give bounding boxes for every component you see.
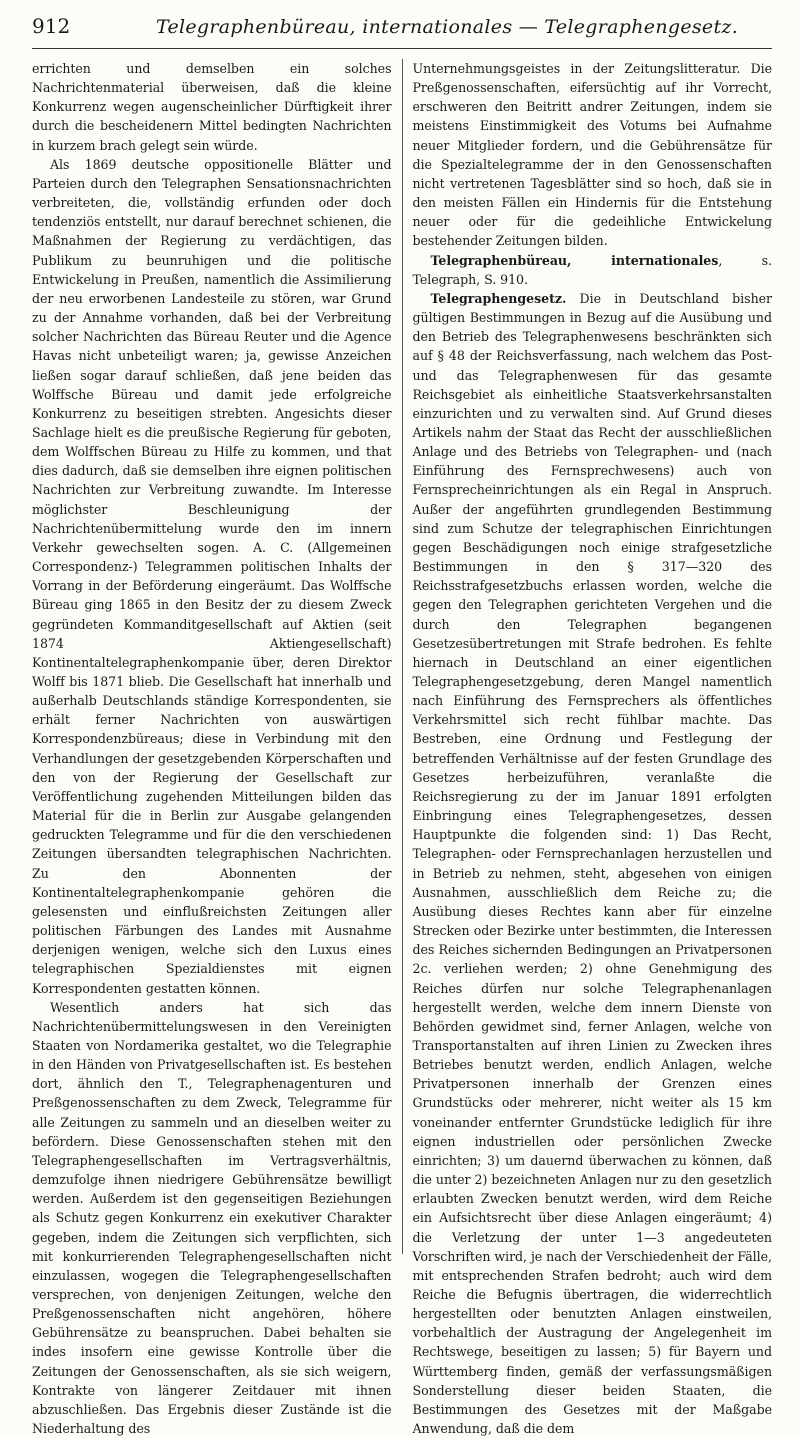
right-column	[412, 59, 773, 1437]
entry-text: , s. Telegraph, S. 910.	[412, 252, 772, 287]
paragraph: Wesentlich anders hat sich das Nachrichtenübermittelungswesen in den Vereinigten Staaten von Nordamerika gestaltet, wo die Telegraphie in den Händen von Privatgesellschaften ist. Es bestehen dort, ähnlich den T., Telegraphenagenturen und Preßgenossenschaften zu dem Zweck, Telegramme für alle Zeitungen zu sammeln und an dieselben weiter zu befördern. Diese Genossenschaften stehen mit den Telegraphengesellschaften im Vertragsverhältnis, demzufolge ihnen niedrigere Gebührensätze bewilligt werden. Außerdem ist den gegenseitigen Beziehungen als Schutz gegen Konkurrenz ein exekutiver Charakter gegeben, indem die Zeitungen sich verpflichten, sich mit konkurrierenden Telegraphengesellschaften nicht einzulassen, wogegen die Telegraphengesellschaften versprechen, von denjenigen Zeitungen, welche den Preßgenossenschaften nicht angehören, höhere Gebührensätze zu beanspruchen. Dabei behalten sie indes insofern eine gewisse Kontrolle über die Zeitungen der Genossenschaften, als sie sich weigern, Kontrakte von längerer Zeitdauer mit ihnen abzuschließen. Das Ergebnis dieser Zustände ist die Niederhaltung des	[32, 999, 392, 1437]
running-title: Telegraphenbüreau, internationales — Telegraphengesetz.	[155, 16, 739, 38]
paragraph: errichten und demselben ein solches Nachrichtenmaterial überweisen, daß die kleine Konkurrenz wegen augenscheinlicher Dürftigkeit ihrer durch die bescheidenern Mittel bedingten Nachrichten in kurzem brach gelegt sein würde.	[32, 61, 392, 153]
encyclopedia-entry	[413, 289, 773, 1438]
paragraph: Unternehmungsgeistes in der Zeitungslitteratur. Die Preßgenossenschaften, eifersüchtig auf ihr Vorrecht, erschweren den Beitritt andrer Zeitungen, indem sie meistens Einstimmigkeit des Votums bei Aufnahme neuer Mitglieder fordern, und die Gebührensätze für die Spezialtelegramme der in den Genossenschaften nicht vertretenen Tagesblätter sind so hoch, daß sie in den meisten Fällen ein Hindernis für die Entstehung neuer oder für die gedeihliche Entwickelung bestehender Zeitungen bilden.	[412, 61, 772, 249]
page-number: 912	[32, 14, 71, 38]
left-column	[32, 59, 392, 1437]
page-header	[32, 14, 772, 49]
entry-term: Telegraphengesetz.	[430, 290, 567, 306]
entry-text: Die in Deutschland bisher gültigen Bestimmungen in Bezug auf die Ausübung und den Betrieb des Telegraphenwesens beschränkten sich auf § 48 der Reichsverfassung, nach welchem das Post- und das Telegraphenwesen für das gesamte Reichsgebiet als einheitliche Staatsverkehrsanstalten einzurichten und zu verwalten sind. Auf Grund dieses Artikels nahm der Staat das Recht der ausschließlichen Anlage und des Betriebs von Telegraphen- und (nach Einführung des Fernsprechwesens) auch von Fernsprecheinrichtungen als ein Regal in Anspruch. Außer der angeführten grundlegenden Bestimmung sind zum Schutze der telegraphischen Einrichtungen gegen Beschädigungen noch einige strafgesetzliche Bestimmungen in den § 317—320 des Reichsstrafgesetzbuchs erlassen worden, welche die gegen den Telegraphen gerichteten Vergehen und die durch den Telegraphen begangenen Gesetzesübertretungen mit Strafe bedrohen. Es fehlte hiernach in Deutschland an einer eigentlichen Telegraphengesetzgebung, deren Mangel namentlich nach Einführung des Fernsprechers als öffentliches Verkehrsmittel sich recht fühlbar machte. Das Bestreben, eine Ordnung und Festlegung der betreffenden Verhältnisse auf der festen Grundlage des Gesetzes herbeizuführen, veranlaßte die Reichsregierung zu der im Januar 1891 erfolgten Einbringung eines Telegraphengesetzes, dessen Hauptpunkte die folgenden sind: 1) Das Recht, Telegraphen- oder Fernsprechanlagen herzustellen und in Betrieb zu nehmen, steht, abgesehen von einigen Ausnahmen, ausschließlich dem Reiche zu; die Ausübung dieses Rechtes kann aber für einzelne Strecken oder Bezirke unter bestimmten, die Interessen des Reiches sichernden Bedingungen an Privatpersonen 2c. verliehen werden; 2) ohne Genehmigung des Reiches dürfen nur solche Telegraphenanlagen hergestellt werden, welche dem innern Dienste von Behörden gewidmet sind, ferner Anlagen, welche von Transportanstalten auf ihren Linien zu Zwecken ihres Betriebes benutzt werden, endlich Anlagen, welche Privatpersonen innerhalb der Grenzen eines Grundstücks oder mehrerer, nicht weiter als 15 km voneinander entfernter Grundstücke lediglich für ihre eignen industriellen oder persönlichen Zwecke einrichten; 3) um dauernd überwachen zu können, daß die unter 2) bezeichneten Anlagen nur zu den gesetzlich erlaubten Zwecken benutzt werden, wird dem Reiche ein Aufsichtsrecht über diese Anlagen eingeräumt; 4) die Verletzung der unter 1—3 angedeuteten Vorschriften wird, je nach der Verschiedenheit der Fälle, mit entsprechenden Strafen bedroht; auch wird dem Reiche die Befugnis übertragen, die widerrechtlich hergestellten oder benutzten Anlagen einstweilen, vorbehaltlich der Austragung der Angelegenheit im Rechtswege, beseitigen zu lassen; 5) für Bayern und Württemberg finden, gemäß der verfassungsmäßigen Sonderstellung dieser beiden Staaten, die Bestimmungen des Gesetzes mit der Maßgabe Anwendung, daß die dem	[412, 290, 772, 1437]
paragraph: Als 1869 deutsche oppositionelle Blätter und Parteien durch den Telegraphen Sensationsnachrichten verbreiteten, die, vollständig erfunden oder doch tendenziös entstellt, nur darauf berechnet schienen, die Maßnahmen der Regierung zu verdächtigen, das Publikum zu beunruhigen und die politische Entwickelung in Preußen, namentlich die Assimilierung der neu erworbenen Landesteile zu stören, war Grund zu der Annahme vorhanden, daß bei der Verbreitung solcher Nachrichten das Büreau Reuter und die Agence Havas nicht unbeteiligt waren; ja, gewisse Anzeichen ließen sogar darauf schließen, daß jene beiden das Wolffsche Büreau und damit jede erfolgreiche Konkurrenz zu beseitigen strebten. Angesichts dieser Sachlage hielt es die preußische Regierung für geboten, dem Wolffschen Büreau zu Hilfe zu kommen, und that dies dadurch, daß sie demselben ihre eignen politischen Nachrichten zur Verbreitung zuwandte. Im Interesse möglichster Beschleunigung der Nachrichtenübermittelung wurde den im innern Verkehr gewechselten sogen. A. C. (Allgemeinen Correspondenz-) Telegrammen politischen Inhalts der Vorrang in der Beförderung eingeräumt. Das Wolffsche Büreau ging 1865 in den Besitz der zu diesem Zweck gegründeten Kommanditgesellschaft auf Aktien (seit 1874 Aktiengesellschaft) Kontinentaltelegraphenkompanie über, deren Direktor Wolff bis 1871 blieb. Die Gesellschaft hat innerhalb und außerhalb Deutschlands ständige Korrespondenten, sie erhält ferner Nachrichten von auswärtigen Korrespondenzbüreaus; diese in Verbindung mit den Verhandlungen der gesetzgebenden Körperschaften und den von der Regierung der Gesellschaft zur Veröffentlichung zugehenden Mitteilungen bilden das Material für die in Berlin zur Ausgabe gelangenden gedruckten Telegramme und für die den verschiedenen Zeitungen übersandten telegraphischen Nachrichten. Zu den Abonnenten der Kontinentaltelegraphenkompanie gehören die gelesensten und einflußreichsten Zeitungen aller politischen Färbungen des Landes mit Ausnahme derjenigen wenigen, welche sich den Luxus eines telegraphischen Spezialdienstes mit eignen Korrespondenten gestatten können.	[32, 156, 392, 996]
text-columns	[32, 59, 772, 1437]
column-divider	[402, 59, 403, 1254]
entry-term: Telegraphenbüreau, internationales	[430, 252, 719, 268]
encyclopedia-entry	[413, 251, 773, 289]
